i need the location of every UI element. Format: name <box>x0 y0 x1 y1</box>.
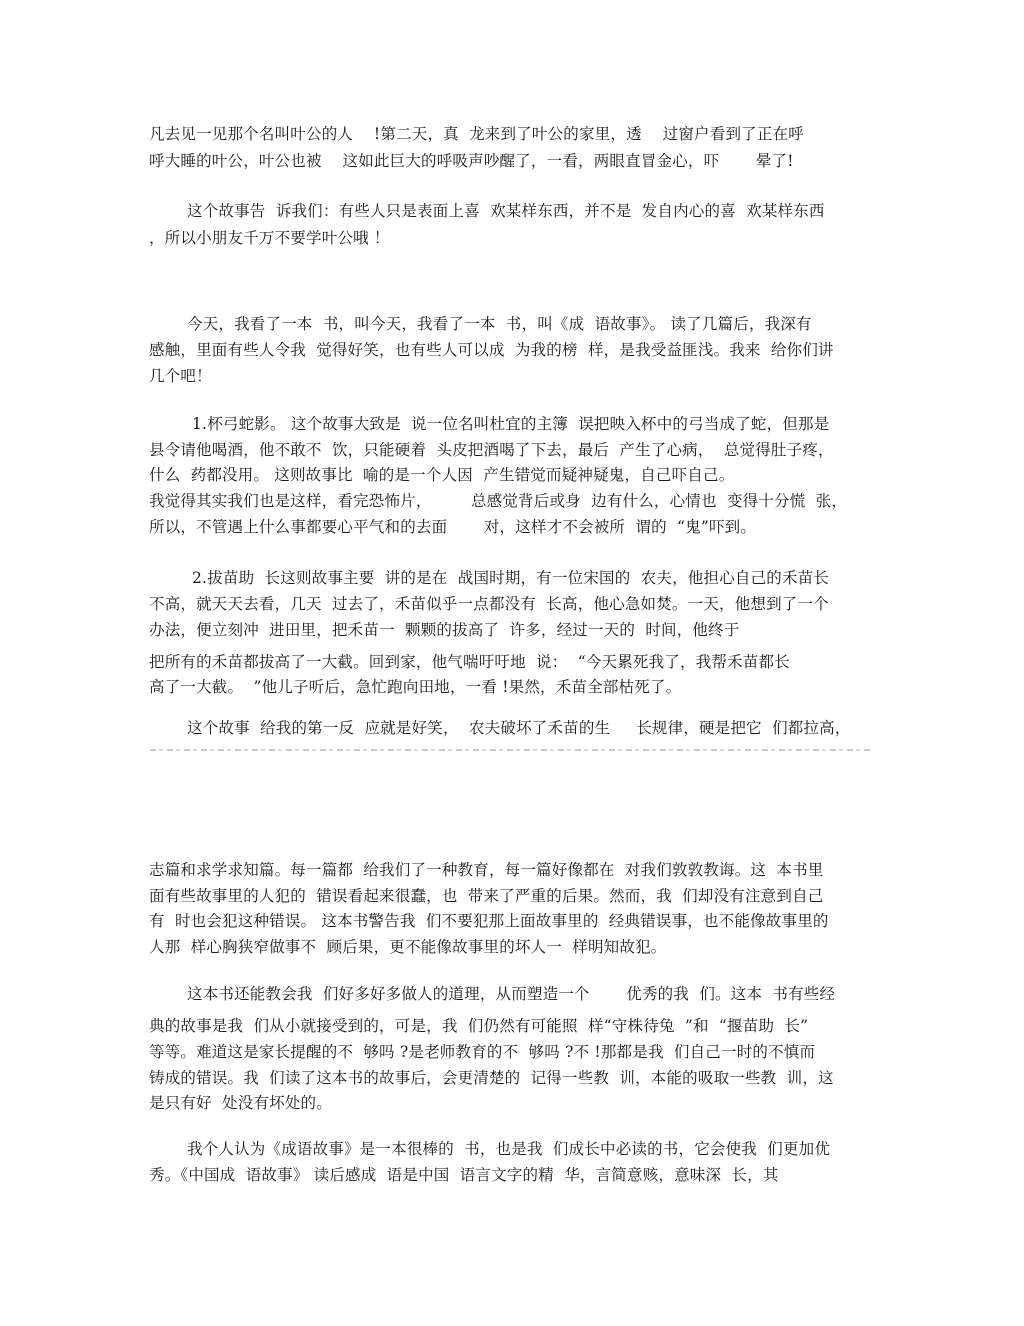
text-line: 这本书还能教会我 们好多好多做人的道理，从而塑造一个 优秀的我 们。这本 书有些经 <box>187 985 836 1003</box>
text-line: 我觉得其实我们也是这样，看完恐怖片， 总感觉背后或身 边有什么，心情也 变得十分慌 张， <box>149 492 848 510</box>
text-line: 人那 样心胸狭窄做事不 顾后果，更不能像故事里的坏人一 样明知故犯。 <box>149 938 667 956</box>
text-line: 这个故事 给我的第一反 应就是好笑， 农夫破坏了禾苗的生 长规律，硬是把它 们都拉高， <box>187 719 851 737</box>
text-line: 感触，里面有些人令我 觉得好笑，也有些人可以成 为我的榜 样，是我受益匪浅。我来 给你们讲 <box>149 341 834 359</box>
text-line: 是只有好 处没有坏处的。 <box>149 1094 332 1112</box>
text-line: 我个人认为《成语故事》是一本很棒的 书，也是我 们成长中必读的书，它会使我 们更加优 <box>187 1140 831 1158</box>
text-line: 什么 药都没用。 这则故事比 喻的是一个人因 产生错觉而疑神疑鬼，自己吓自己。 <box>149 466 735 484</box>
text-line: 典的故事是我 们从小就接受到的，可是，我 们仍然有可能照 样“守株待兔 ”和 “揠苗助 长” <box>149 1017 809 1035</box>
text-line: 秀。《中国成 语故事》 读后感成 语是中国 语言文字的精 华，言简意赅，意味深 长，其 <box>149 1166 779 1184</box>
text-line: 面有些故事里的人犯的 错误看起来很蠢，也 带来了严重的后果。然而，我 们却没有注意到自己 <box>149 887 824 905</box>
text-line: 县令请他喝酒，他不敢不 饮，只能硬着 头皮把酒喝了下去，最后 产生了心病， 总觉得肚子疼， <box>149 441 834 459</box>
text-line: 所以，不管遇上什么事都要心平气和的去面 对，这样才不会被所 谓的 “鬼”吓到。 <box>149 518 757 536</box>
text-line: 铸成的错误。我 们读了这本书的故事后，会更清楚的 记得一些教 训，本能的吸取一些教 训，这 <box>149 1069 834 1087</box>
text-line: 凡去见一见那个名叫叶公的人 !第二天，真 龙来到了叶公的家里，透 过窗户看到了正在呼 <box>149 125 804 143</box>
text-line: 2.拔苗助 长这则故事主要 讲的是在 战国时期，有一位宋国的 农夫，他担心自己的禾苗长 <box>192 569 830 587</box>
text-line: 高了一大截。 ”他儿子听后，急忙跑向田地，一看 !果然，禾苗全部枯死了。 <box>149 678 682 696</box>
text-line: 1.杯弓蛇影。 这个故事大致是 说一位名叫杜宜的主簿 误把映入杯中的弓当成了蛇，但那是 <box>192 415 830 433</box>
text-line: 办法，便立刻冲 进田里，把禾苗一 颗颗的拔高了 许多，经过一天的 时间，他终于 <box>149 621 740 639</box>
text-line: 把所有的禾苗都拔高了一大截。回到家，他气喘吁吁地 说： “今天累死我了，我帮禾苗都长 <box>149 653 790 671</box>
text-line: 等等。难道这是家长提醒的不 够吗 ?是老师教育的不 够吗 ?不 !那都是我 们自己一时的不慎而 <box>149 1043 816 1061</box>
text-line: 这个故事告 诉我们：有些人只是表面上喜 欢某样东西，并不是 发自内心的喜 欢某样东西 <box>187 202 825 220</box>
text-line: 不高，就天天去看，几天 过去了，禾苗似乎一点都没有 长高，他心急如焚。一天，他想到了一个 <box>149 595 829 613</box>
text-line: 几个吧！ <box>149 367 212 385</box>
text-line: 呼大睡的叶公，叶公也被 这如此巨大的呼吸声吵醒了，一看，两眼直冒金心，吓 晕了! <box>149 152 794 170</box>
text-line: 有 时也会犯这种错误。 这本书警告我 们不要犯那上面故事里的 经典错误事，也不能像故事里的 <box>149 912 829 930</box>
text-line: 今天，我看了一本 书，叫今天，我看了一本 书，叫《成 语故事》。 读了几篇后，我深有 <box>187 315 812 333</box>
text-line: 志篇和求学求知篇。每一篇都 给我们了一种教育，每一篇好像都在 对我们敦敦教诲。这 本书里 <box>149 861 824 879</box>
scan-artifact-line <box>150 749 870 751</box>
text-line: ，所以小朋友千万不要学叶公哦 ！ <box>149 229 390 247</box>
